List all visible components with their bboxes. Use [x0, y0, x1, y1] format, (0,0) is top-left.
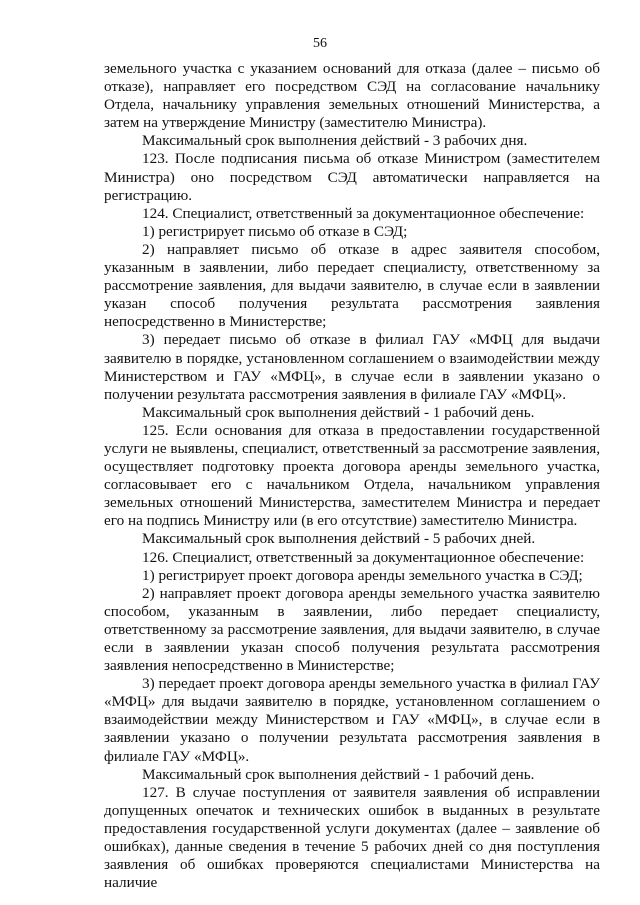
paragraph-124-item-3: 3) передает письмо об отказе в филиал ГАУ «МФЦ для выдачи заявителю в порядке, установленном соглашением о взаимодействии между Министерством и ГАУ «МФЦ», в случае если в заявлении указано о получении результата рассмотрения заявления в филиале ГАУ «МФЦ».: [104, 331, 600, 403]
paragraph-124-item-1: 1) регистрирует письмо об отказе в СЭД;: [142, 222, 408, 240]
paragraph-123: 123. После подписания письма об отказе Министром (заместителем Министра) оно посредством СЭД автоматически направляется на регистрацию.: [104, 150, 600, 204]
paragraph-124: 124. Специалист, ответственный за документационное обеспечение:: [142, 204, 585, 222]
page-number: 56: [313, 36, 327, 51]
paragraph-126-item-2: 2) направляет проект договора аренды земельного участка заявителю способом, указанным в заявлении, либо передает специалисту, ответственному за рассмотрение заявления, для выдачи заявителю, в случае если в заявлении указан способ получения результата рассмотрения заявления непосредственно в Министерстве;: [104, 584, 600, 675]
document-body: [104, 60, 600, 892]
paragraph-126-item-1: 1) регистрирует проект договора аренды земельного участка в СЭД;: [142, 566, 583, 584]
paragraph-127: 127. В случае поступления от заявителя заявления об исправлении допущенных опечаток и технических ошибок в выданных в результате предоставления государственной услуги документах (далее – заявление об ошибках), данные сведения в течение 5 рабочих дней со дня поступления заявления об ошибках проверяются специалистами Министерства на наличие: [104, 783, 600, 892]
paragraph-126: 126. Специалист, ответственный за документационное обеспечение:: [142, 548, 585, 566]
paragraph-deadline: Максимальный срок выполнения действий - 1 рабочий день.: [142, 403, 535, 421]
paragraph-126-item-3: 3) передает проект договора аренды земельного участка в филиал ГАУ «МФЦ» для выдачи заявителю в порядке, установленном соглашением о взаимодействии между Министерством и ГАУ «МФЦ», в случае если в заявлении указано о получении результата рассмотрения заявления в филиале ГАУ «МФЦ».: [104, 675, 600, 765]
paragraph-deadline: Максимальный срок выполнения действий - 5 рабочих дней.: [142, 530, 536, 548]
paragraph-deadline: Максимальный срок выполнения действий - 3 рабочих дня.: [142, 132, 528, 150]
paragraph-124-item-2: 2) направляет письмо об отказе в адрес заявителя способом, указанным в заявлении, либо передает специалисту, ответственному за рассмотрение заявления, для выдачи заявителю, в случае если в заявлении указан способ получения результата рассмотрения заявления непосредственно в Министерстве;: [104, 240, 600, 331]
paragraph-deadline: Максимальный срок выполнения действий - 1 рабочий день.: [142, 765, 535, 783]
paragraph-continuation: земельного участка с указанием оснований для отказа (далее – письмо об отказе), направляет его посредством СЭД на согласование начальнику Отдела, начальнику управления земельных отношений Министерства, а затем на утверждение Министру (заместителю Министра).: [104, 60, 600, 132]
paragraph-125: 125. Если основания для отказа в предоставлении государственной услуги не выявлены, специалист, ответственный за рассмотрение заявления, осуществляет подготовку проекта договора аренды земельного участка, согласовывает его с начальником Отдела, начальником управления земельных отношений Министерства, заместителем Министра и передает его на подпись Министру или (в его отсутствие) заместителю Министра.: [104, 421, 600, 530]
